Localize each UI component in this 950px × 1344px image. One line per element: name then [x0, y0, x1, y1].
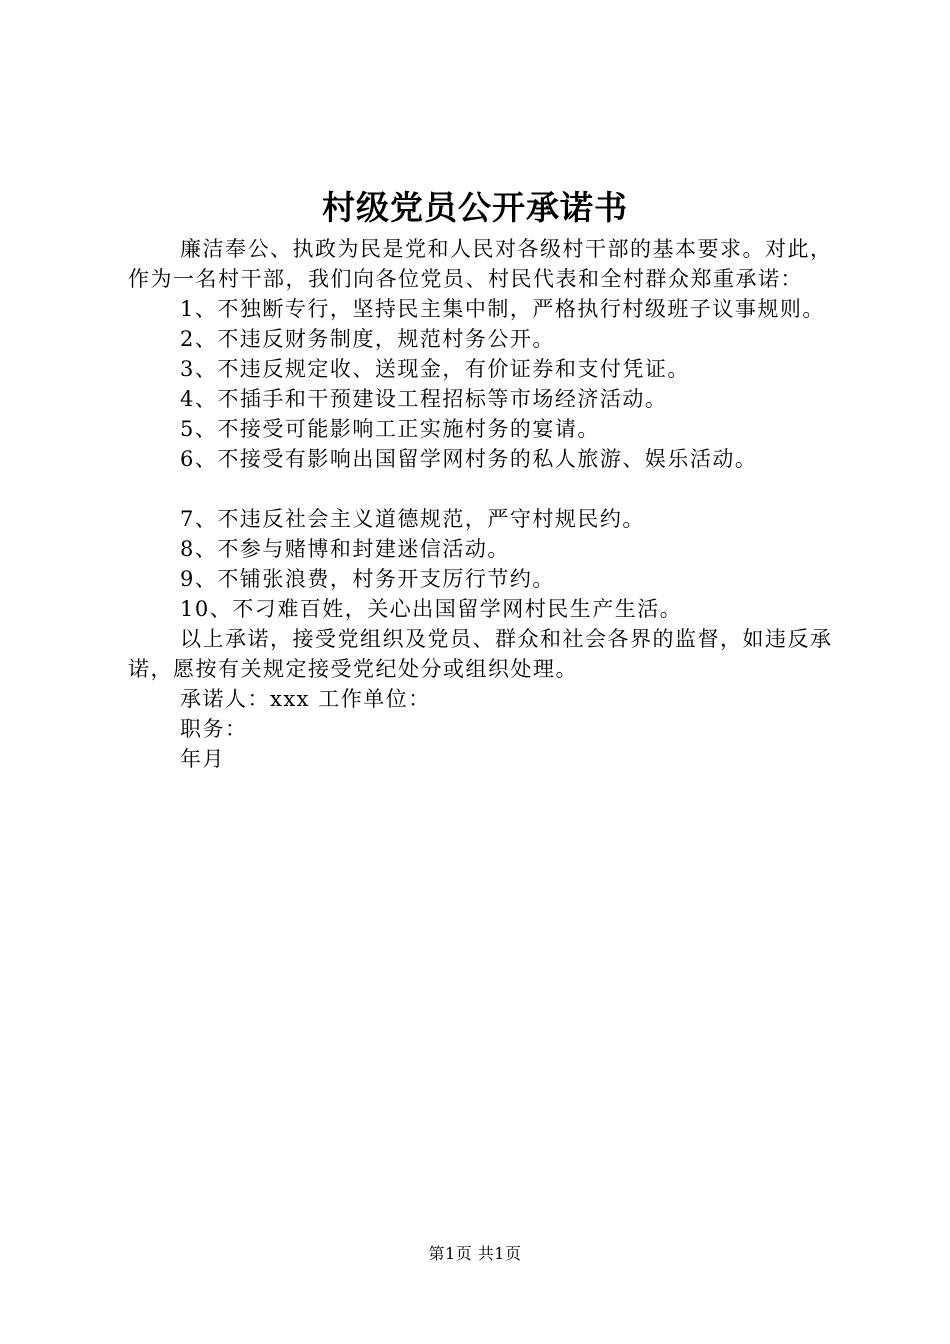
- document-title: 村级党员公开承诺书: [322, 188, 628, 227]
- promise-item-9: 9、不铺张浪费，村务开支厉行节约。: [180, 567, 555, 591]
- promise-item-7: 7、不违反社会主义道德规范，严守村规民约。: [180, 507, 645, 531]
- promise-item-8: 8、不参与赌博和封建迷信活动。: [180, 537, 510, 561]
- date-line: 年月: [180, 747, 225, 771]
- promise-item-3: 3、不违反规定收、送现金，有价证券和支付凭证。: [180, 357, 690, 381]
- promise-item-5: 5、不接受可能影响工正实施村务的宴请。: [180, 417, 600, 441]
- promise-item-6: 6、不接受有影响出国留学网村务的私人旅游、娱乐活动。: [180, 447, 758, 471]
- position-line: 职务：: [180, 717, 248, 741]
- promise-item-2: 2、不违反财务制度，规范村务公开。: [180, 327, 555, 351]
- signer-line: 承诺人：xxx 工作单位：: [180, 687, 431, 711]
- document-body: [128, 234, 840, 774]
- supervision-paragraph: 以上承诺，接受党组织及党员、群众和社会各界的监督，如违反承诺，愿按有关规定接受党纪处分或组织处理。: [128, 627, 833, 681]
- intro-paragraph: 廉洁奉公、执政为民是党和人民对各级村干部的基本要求。对此，作为一名村干部，我们向各位党员、村民代表和全村群众郑重承诺：: [128, 237, 833, 291]
- page-footer: 第1页 共1页: [428, 1244, 522, 1263]
- promise-item-10: 10、不刁难百姓，关心出国留学网村民生产生活。: [180, 597, 683, 621]
- promise-item-1: 1、不独断专行，坚持民主集中制，严格执行村级班子议事规则。: [180, 297, 825, 321]
- promise-item-4: 4、不插手和干预建设工程招标等市场经济活动。: [180, 387, 668, 411]
